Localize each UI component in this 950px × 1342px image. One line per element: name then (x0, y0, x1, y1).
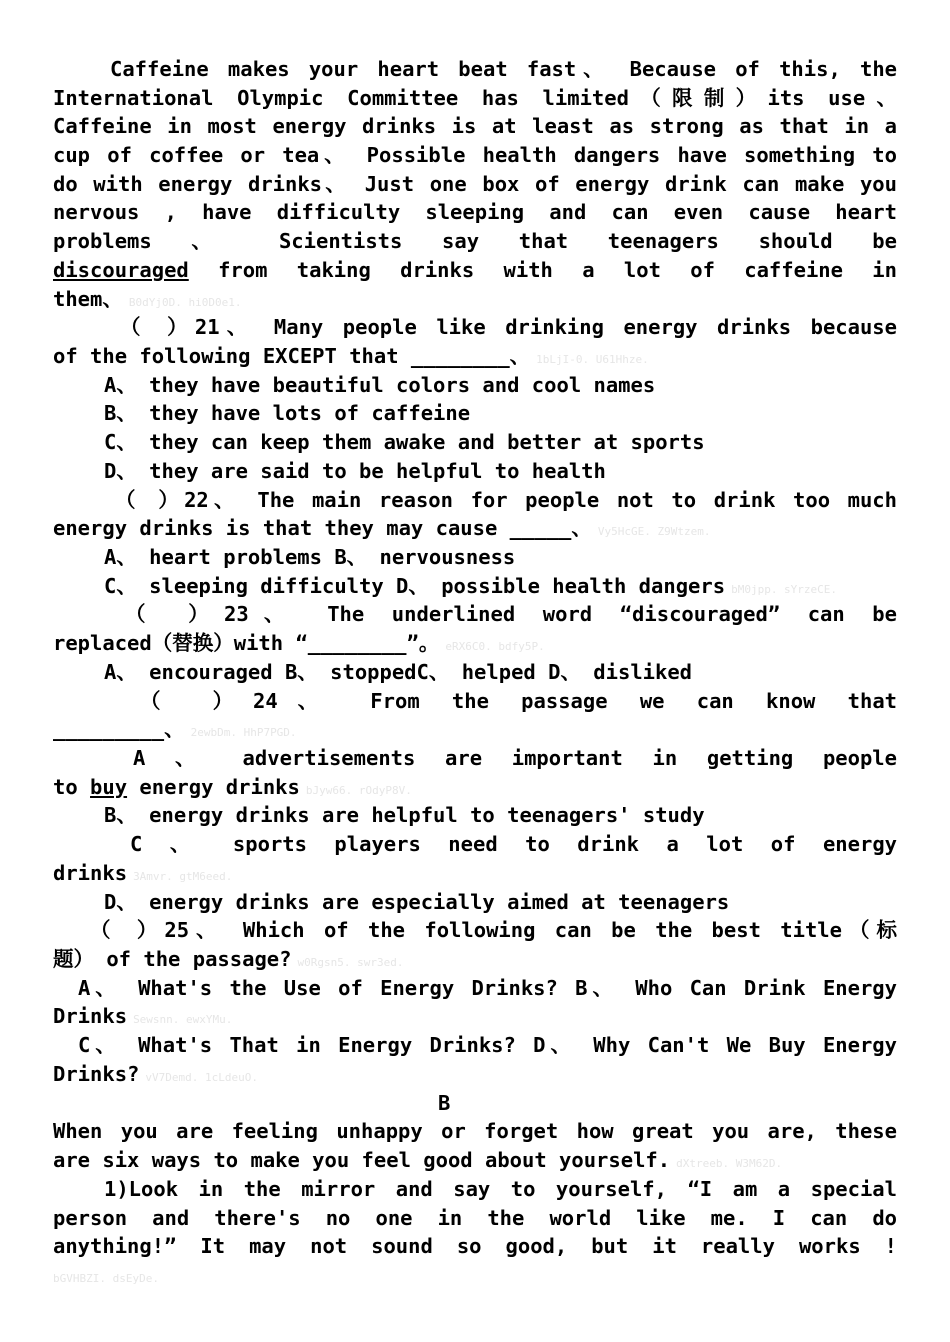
question-21-option-c: C、 they can keep them awake and better at sports (104, 430, 705, 454)
passage-a-line-2: International Olympic Committee has limited（限制）its use、 (53, 86, 897, 110)
question-22-line-1: （ ）22、 The main reason for people not to drink too much (115, 488, 897, 512)
passage-b-line-2-text: are six ways to make you feel good about yourself. (53, 1148, 671, 1172)
section-b-heading: B (438, 1091, 451, 1115)
question-25-line-2 (53, 945, 403, 973)
question-21-line-1: （ ）21、 Many people like drinking energy drinks because (120, 315, 897, 339)
passage-b-line-1: When you are feeling unhappy or forget how great you are, these (53, 1119, 897, 1143)
watermark-text: w0Rgsn5. swr3ed. (297, 956, 404, 969)
question-21-option-d: D、 they are said to be helpful to health (104, 459, 606, 483)
passage-a-line-9 (53, 285, 241, 313)
watermark-text: bGVHBZI. dsEyDe. (53, 1272, 159, 1285)
passage-a-line-7: problems 、 Scientists say that teenagers should be (53, 229, 897, 253)
question-22-options-cd-text: C、 sleeping difficulty D、 possible health dangers (104, 574, 726, 598)
question-25-line-1: （ ）25、 Which of the following can be the best title（标 (90, 918, 897, 942)
watermark-text: 3Amvr. gtM6eed. (133, 870, 233, 883)
watermark-text: eRX6C0. bdfy5P. (445, 640, 545, 653)
question-23-stem: replaced（替换）with “________”。 (53, 631, 440, 655)
watermark-text: dXtreeb. W3M62D. (676, 1157, 783, 1170)
watermark-text: vV7Demd. 1cLdeuO. (145, 1071, 258, 1084)
question-22-line-2 (53, 514, 710, 542)
passage-a-line-9-text: them、 (53, 287, 123, 311)
question-25-options-cd-line-1: C、 What's That in Energy Drinks? D、 Why Can't We Buy Energy (78, 1033, 897, 1057)
watermark-text: Sewsnn. ewxYMu. (133, 1013, 233, 1026)
underlined-word-buy: buy (90, 775, 128, 799)
question-24-option-a-prefix: to (53, 775, 91, 799)
question-25-options-cd-line-2 (53, 1060, 258, 1088)
question-21-stem: of the following EXCEPT that ________、 (53, 344, 531, 368)
underlined-word-discouraged: discouraged (53, 258, 189, 282)
question-24-option-a-rest: energy drinks (127, 775, 300, 799)
question-21-line-2 (53, 342, 649, 370)
question-24-option-c-line-1: C 、 sports players need to drink a lot of energy (130, 832, 897, 856)
question-22-options-cd (104, 572, 837, 600)
question-22-options-ab: A、 heart problems B、 nervousness (104, 545, 516, 569)
question-24-option-d: D、 energy drinks are especially aimed at teenagers (104, 890, 730, 914)
watermark-text: Vy5HcGE. Z9Wtzem. (597, 525, 711, 538)
watermark-text: 1bLjI-0. U61Hhze. (536, 353, 649, 366)
passage-b-line-3: 1)Look in the mirror and say to yourself, “I am a special (104, 1177, 897, 1201)
passage-a-line-6: nervous , have difficulty sleeping and can even cause heart (53, 200, 897, 224)
question-25-options-ab-rest: Drinks (53, 1004, 128, 1028)
question-24-option-c-rest: drinks (53, 861, 128, 885)
watermark-text: 2ewbDm. HhP7PGD. (190, 726, 297, 739)
passage-b-line-4: person and there's no one in the world like me. I can do (53, 1206, 897, 1230)
passage-b-line-2 (53, 1146, 782, 1174)
question-24-line-2 (53, 715, 297, 743)
question-21-option-a: A、 they have beautiful colors and cool names (104, 373, 656, 397)
watermark-text: bM0jpp. sYrzeCE. (731, 583, 838, 596)
question-24-option-b: B、 energy drinks are helpful to teenagers' study (104, 803, 705, 827)
question-24-option-a-line-2 (53, 773, 412, 801)
watermark-text: B0dYj0D. hi0D0e1. (128, 296, 242, 309)
question-24-option-a-line-1: A 、 advertisements are important in getting people (133, 746, 897, 770)
passage-a-line-5: do with energy drinks、 Just one box of energy drink can make you (53, 172, 897, 196)
question-25-options-cd-rest: Drinks? (53, 1062, 140, 1086)
passage-a-line-4: cup of coffee or tea、 Possible health dangers have something to (53, 143, 897, 167)
passage-a-line-8 (53, 256, 897, 284)
question-24-blank: _________、 (53, 717, 185, 741)
passage-a-line-1: Caffeine makes your heart beat fast、 Because of this, the (110, 57, 897, 81)
question-25-options-ab-line-1: A、 What's the Use of Energy Drinks? B、 Who Can Drink Energy (78, 976, 897, 1000)
passage-a-line-3: Caffeine in most energy drinks is at least as strong as that in a (53, 114, 897, 138)
question-25-stem: 题） of the passage? (53, 947, 292, 971)
passage-a-line-8-rest: from taking drinks with a lot of caffeine in (188, 258, 897, 282)
question-25-options-ab-line-2 (53, 1002, 232, 1030)
question-22-stem: energy drinks is that they may cause _____、 (53, 516, 592, 540)
question-21-option-b: B、 they have lots of caffeine (104, 401, 471, 425)
question-23-options: A、 encouraged B、 stoppedC、 helped D、 disliked (104, 660, 693, 684)
question-24-line-1: （ ）24、 From the passage we can know that (140, 689, 897, 713)
passage-b-line-6 (53, 1261, 159, 1289)
passage-b-line-5: anything!” It may not sound so good, but it really works ! (53, 1234, 897, 1258)
question-24-option-c-line-2 (53, 859, 232, 887)
question-23-line-2 (53, 629, 545, 657)
question-23-line-1: （ ）23、 The underlined word “discouraged” can be (125, 602, 897, 626)
watermark-text: bJyw66. rOdyP8V. (305, 784, 412, 797)
